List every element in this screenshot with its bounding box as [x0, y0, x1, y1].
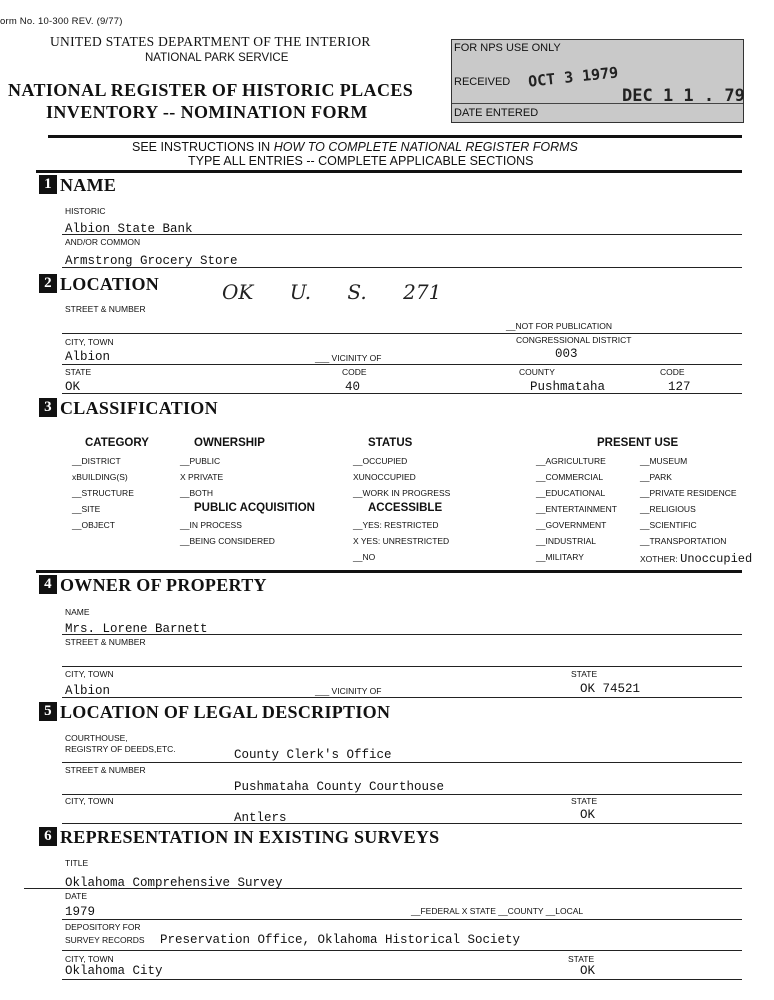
congressional-district-label: CONGRESSIONAL DISTRICT [516, 335, 632, 345]
not-for-publication: __NOT FOR PUBLICATION [506, 321, 612, 331]
instructions-italic: HOW TO COMPLETE NATIONAL REGISTER FORMS [273, 140, 578, 154]
section2-heading [39, 274, 159, 295]
common-label: AND/OR COMMON [65, 237, 141, 247]
courthouse-label1: COURTHOUSE, [65, 733, 128, 743]
form-title-line1: NATIONAL REGISTER OF HISTORIC PLACES [8, 80, 414, 100]
depository-label1: DEPOSITORY FOR [65, 922, 141, 932]
survey-city-line [62, 979, 742, 980]
section1-rule [36, 170, 742, 173]
category-site: __SITE [72, 504, 101, 514]
historic-name: Albion State Bank [65, 222, 193, 236]
use-other [640, 552, 774, 566]
nps-use-box [451, 39, 744, 123]
use-scientific: __SCIENTIFIC [640, 520, 697, 530]
survey-date-label: DATE [65, 891, 88, 901]
date-entered-stamp: DEC 1 1 . 79 [622, 86, 745, 106]
use-other-value: Unoccupied [680, 552, 753, 566]
received-label: RECEIVED [454, 76, 511, 88]
survey-state-label: STATE [568, 954, 595, 964]
survey-city-label: CITY, TOWN [65, 954, 114, 964]
courthouse-label2: REGISTRY OF DEEDS,ETC. [65, 744, 176, 754]
use-commercial: __COMMERCIAL [536, 472, 604, 482]
section4-title: OWNER OF PROPERTY [60, 575, 267, 595]
use-military: __MILITARY [536, 552, 584, 562]
section3-heading [39, 398, 218, 419]
location-city-line [62, 364, 742, 365]
section1-heading [39, 175, 116, 196]
legal-city: Antlers [234, 811, 287, 825]
legal-street-label: STREET & NUMBER [65, 765, 146, 775]
acquisition-in-process: __IN PROCESS [180, 520, 242, 530]
depository-line [62, 950, 742, 951]
historic-label: HISTORIC [65, 206, 106, 216]
depository-value: Preservation Office, Oklahoma Historical Society [160, 933, 521, 947]
legal-state-label: STATE [571, 796, 598, 806]
use-industrial: __INDUSTRIAL [536, 536, 596, 546]
owner-city-label: CITY, TOWN [65, 669, 114, 679]
owner-street-line [62, 666, 742, 667]
location-state: OK [65, 380, 81, 394]
congressional-district: 003 [555, 347, 578, 361]
owner-name-line [62, 634, 742, 635]
ownership-heading: OWNERSHIP [194, 437, 265, 449]
department-name: UNITED STATES DEPARTMENT OF THE INTERIOR [50, 34, 371, 49]
instructions-prefix: SEE INSTRUCTIONS IN [132, 140, 274, 154]
survey-date: 1979 [65, 905, 96, 919]
status-heading: STATUS [368, 437, 413, 449]
present-use-heading: PRESENT USE [597, 437, 679, 449]
section6-number: 6 [39, 827, 57, 846]
owner-name: Mrs. Lorene Barnett [65, 622, 208, 636]
owner-name-label: NAME [65, 607, 90, 617]
owner-street-label: STREET & NUMBER [65, 637, 146, 647]
section2-number: 2 [39, 274, 57, 293]
section4-heading [39, 575, 267, 596]
category-building: xBUILDING(S) [72, 472, 128, 482]
historic-line [62, 234, 742, 235]
section5-title: LOCATION OF LEGAL DESCRIPTION [60, 702, 391, 722]
section3-title: CLASSIFICATION [60, 398, 218, 418]
location-code2-label: CODE [660, 367, 685, 377]
ownership-private: X PRIVATE [180, 472, 224, 482]
section3-number: 3 [39, 398, 57, 417]
section3-rule [36, 570, 742, 573]
section1-title: NAME [60, 175, 117, 195]
use-religious: __RELIGIOUS [640, 504, 696, 514]
accessible-heading: ACCESSIBLE [368, 502, 443, 514]
received-stamp: OCT 3 1979 [527, 63, 620, 91]
use-transportation: __TRANSPORTATION [640, 536, 727, 546]
handwritten-address: OK U. S. 271 [222, 280, 442, 304]
category-district: __DISTRICT [72, 456, 121, 466]
survey-levels: __FEDERAL X STATE __COUNTY __LOCAL [411, 906, 584, 916]
section5-heading [39, 702, 390, 723]
location-city-label: CITY, TOWN [65, 337, 114, 347]
section2-title: LOCATION [60, 274, 160, 294]
location-vicinity: ___ VICINITY OF [315, 353, 382, 363]
category-structure: __STRUCTURE [72, 488, 134, 498]
status-unoccupied: XUNOCCUPIED [353, 472, 416, 482]
location-code: 40 [345, 380, 361, 394]
accessible-unrestricted: X YES: UNRESTRICTED [353, 536, 450, 546]
section5-number: 5 [39, 702, 57, 721]
legal-state: OK [580, 808, 596, 822]
form-title-line2: INVENTORY -- NOMINATION FORM [46, 102, 368, 122]
use-museum: __MUSEUM [640, 456, 688, 466]
accessible-no: __NO [353, 552, 376, 562]
courthouse-value: County Clerk's Office [234, 748, 392, 762]
use-agriculture: __AGRICULTURE [536, 456, 606, 466]
survey-city: Oklahoma City [65, 964, 163, 978]
use-entertainment: __ENTERTAINMENT [536, 504, 617, 514]
status-occupied: __OCCUPIED [353, 456, 408, 466]
common-name: Armstrong Grocery Store [65, 254, 238, 268]
location-city: Albion [65, 350, 111, 364]
acquisition-heading: PUBLIC ACQUISITION [194, 502, 315, 514]
header-rule [48, 135, 742, 138]
location-state-line [62, 393, 742, 394]
location-street-line [62, 333, 742, 334]
survey-title: Oklahoma Comprehensive Survey [65, 876, 283, 890]
accessible-restricted: __YES: RESTRICTED [353, 520, 439, 530]
legal-street-line [62, 794, 742, 795]
survey-title-line [24, 888, 742, 889]
owner-city-line [62, 697, 742, 698]
location-county: Pushmataha [530, 380, 606, 394]
location-state-label: STATE [65, 367, 92, 377]
depository-label2: SURVEY RECORDS [65, 935, 145, 945]
location-county-label: COUNTY [519, 367, 555, 377]
instructions-line1 [132, 140, 578, 154]
service-name: NATIONAL PARK SERVICE [145, 52, 289, 64]
section1-number: 1 [39, 175, 57, 194]
survey-state: OK [580, 964, 596, 978]
use-other-label: XOTHER: [640, 554, 678, 564]
owner-vicinity: ___ VICINITY OF [315, 686, 382, 696]
legal-street: Pushmataha County Courthouse [234, 780, 445, 794]
date-entered-label: DATE ENTERED [454, 107, 539, 119]
acquisition-considered: __BEING CONSIDERED [180, 536, 275, 546]
common-line [62, 267, 742, 268]
nps-box-header: FOR NPS USE ONLY [454, 42, 561, 54]
survey-title-label: TITLE [65, 858, 89, 868]
section6-title: REPRESENTATION IN EXISTING SURVEYS [60, 827, 440, 847]
use-educational: __EDUCATIONAL [536, 488, 606, 498]
form-number: orm No. 10-300 REV. (9/77) [0, 16, 123, 27]
location-street-label: STREET & NUMBER [65, 304, 146, 314]
ownership-public: __PUBLIC [180, 456, 221, 466]
use-government: __GOVERNMENT [536, 520, 607, 530]
section6-heading [39, 827, 440, 848]
ownership-both: __BOTH [180, 488, 214, 498]
category-object: __OBJECT [72, 520, 115, 530]
category-heading: CATEGORY [85, 437, 149, 449]
nps-box-divider [452, 103, 743, 104]
owner-city: Albion [65, 684, 111, 698]
legal-city-line [62, 823, 742, 824]
use-park: __PARK [640, 472, 672, 482]
courthouse-line [62, 762, 742, 763]
status-work-in-progress: __WORK IN PROGRESS [353, 488, 451, 498]
instructions-line2: TYPE ALL ENTRIES -- COMPLETE APPLICABLE SECTIONS [188, 154, 534, 168]
location-code-label: CODE [342, 367, 367, 377]
owner-state-label: STATE [571, 669, 598, 679]
use-private-residence: __PRIVATE RESIDENCE [640, 488, 737, 498]
legal-city-label: CITY, TOWN [65, 796, 114, 806]
section4-number: 4 [39, 575, 57, 594]
owner-state: OK 74521 [580, 682, 641, 696]
survey-date-line [62, 919, 742, 920]
location-code2: 127 [668, 380, 691, 394]
